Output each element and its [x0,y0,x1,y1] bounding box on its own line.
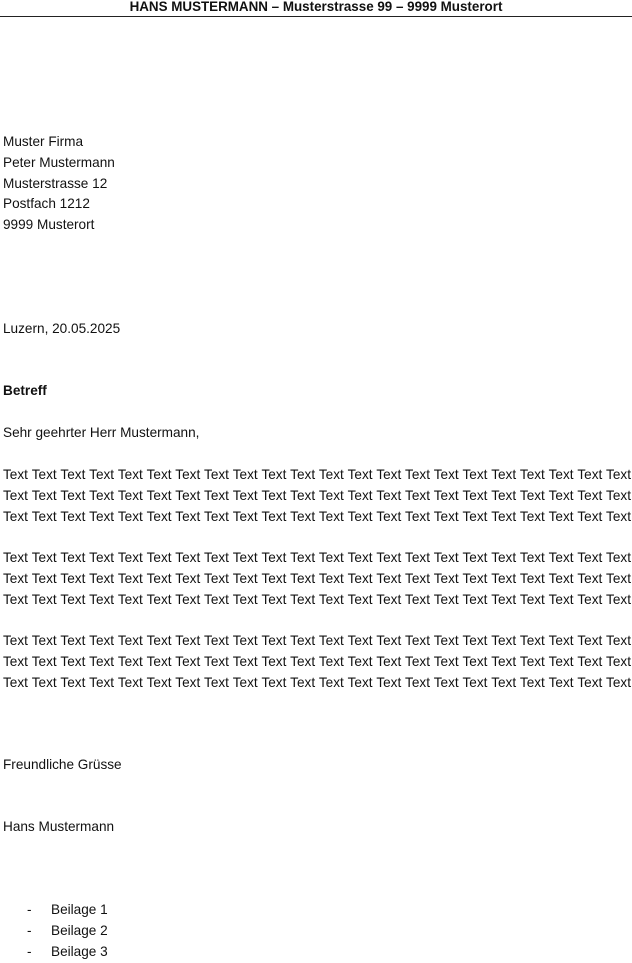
letterhead [0,0,632,17]
enclosure-bullet: - [27,902,32,917]
place-date [3,319,631,340]
enclosure-label: Beilage 2 [51,922,108,938]
subject-text: Betreff [3,383,47,398]
recipient-po-box: Postfach 1212 [3,196,90,212]
enclosure-item [0,921,300,942]
salutation-text: Sehr geehrter Herr Mustermann, [3,425,200,440]
letterhead-text: HANS MUSTERMANN – Musterstrasse 99 – 9999 Musterort [129,0,503,14]
body-paragraph-1-text: Text Text Text Text Text Text Text Text Text Text Text Text Text Text Text Text Text Text Text Text Text Text Text Text Text Text Text Text Text Text Text Text Text Text Text Text Text Text Text Text Text Text Text Text Text Text Text Text Text Text Text Text Text Text Text Text Text Text Text Text Text Text Text Text Text Text [3,467,631,524]
enclosure-bullet: - [27,943,32,959]
body-paragraph-2 [3,548,631,611]
enclosure-label: Beilage 3 [51,943,108,959]
body-paragraph-3-text: Text Text Text Text Text Text Text Text Text Text Text Text Text Text Text Text Text Text Text Text Text Text Text Text Text Text Text Text Text Text Text Text Text Text Text Text Text Text Text Text Text Text Text Text Text Text Text Text Text Text Text Text Text Text Text Text Text Text Text Text Text Text Text Text Text Text [3,633,631,690]
recipient-street: Musterstrasse 12 [3,175,108,191]
signature-text: Hans Mustermann [3,819,115,834]
closing-text: Freundliche Grüsse [3,757,122,772]
recipient-address [3,132,631,236]
place-date-text: Luzern, 20.05.2025 [3,321,121,336]
enclosure-label: Beilage 1 [51,902,108,917]
closing [3,755,631,776]
body-paragraph-3 [3,631,631,694]
body-paragraph-1 [3,465,631,528]
subject [3,381,631,402]
recipient-name: Peter Mustermann [3,154,115,170]
recipient-company: Muster Firma [3,134,84,149]
enclosure-bullet: - [27,922,32,938]
body-paragraph-2-text: Text Text Text Text Text Text Text Text Text Text Text Text Text Text Text Text Text Text Text Text Text Text Text Text Text Text Text Text Text Text Text Text Text Text Text Text Text Text Text Text Text Text Text Text Text Text Text Text Text Text Text Text Text Text Text Text Text Text Text Text Text Text Text Text Text Text [3,550,631,607]
salutation [3,423,631,444]
recipient-city: 9999 Musterort [3,217,95,233]
enclosure-item [0,900,300,921]
enclosure-list [0,900,300,962]
enclosure-item [0,942,300,963]
signature [3,817,631,838]
